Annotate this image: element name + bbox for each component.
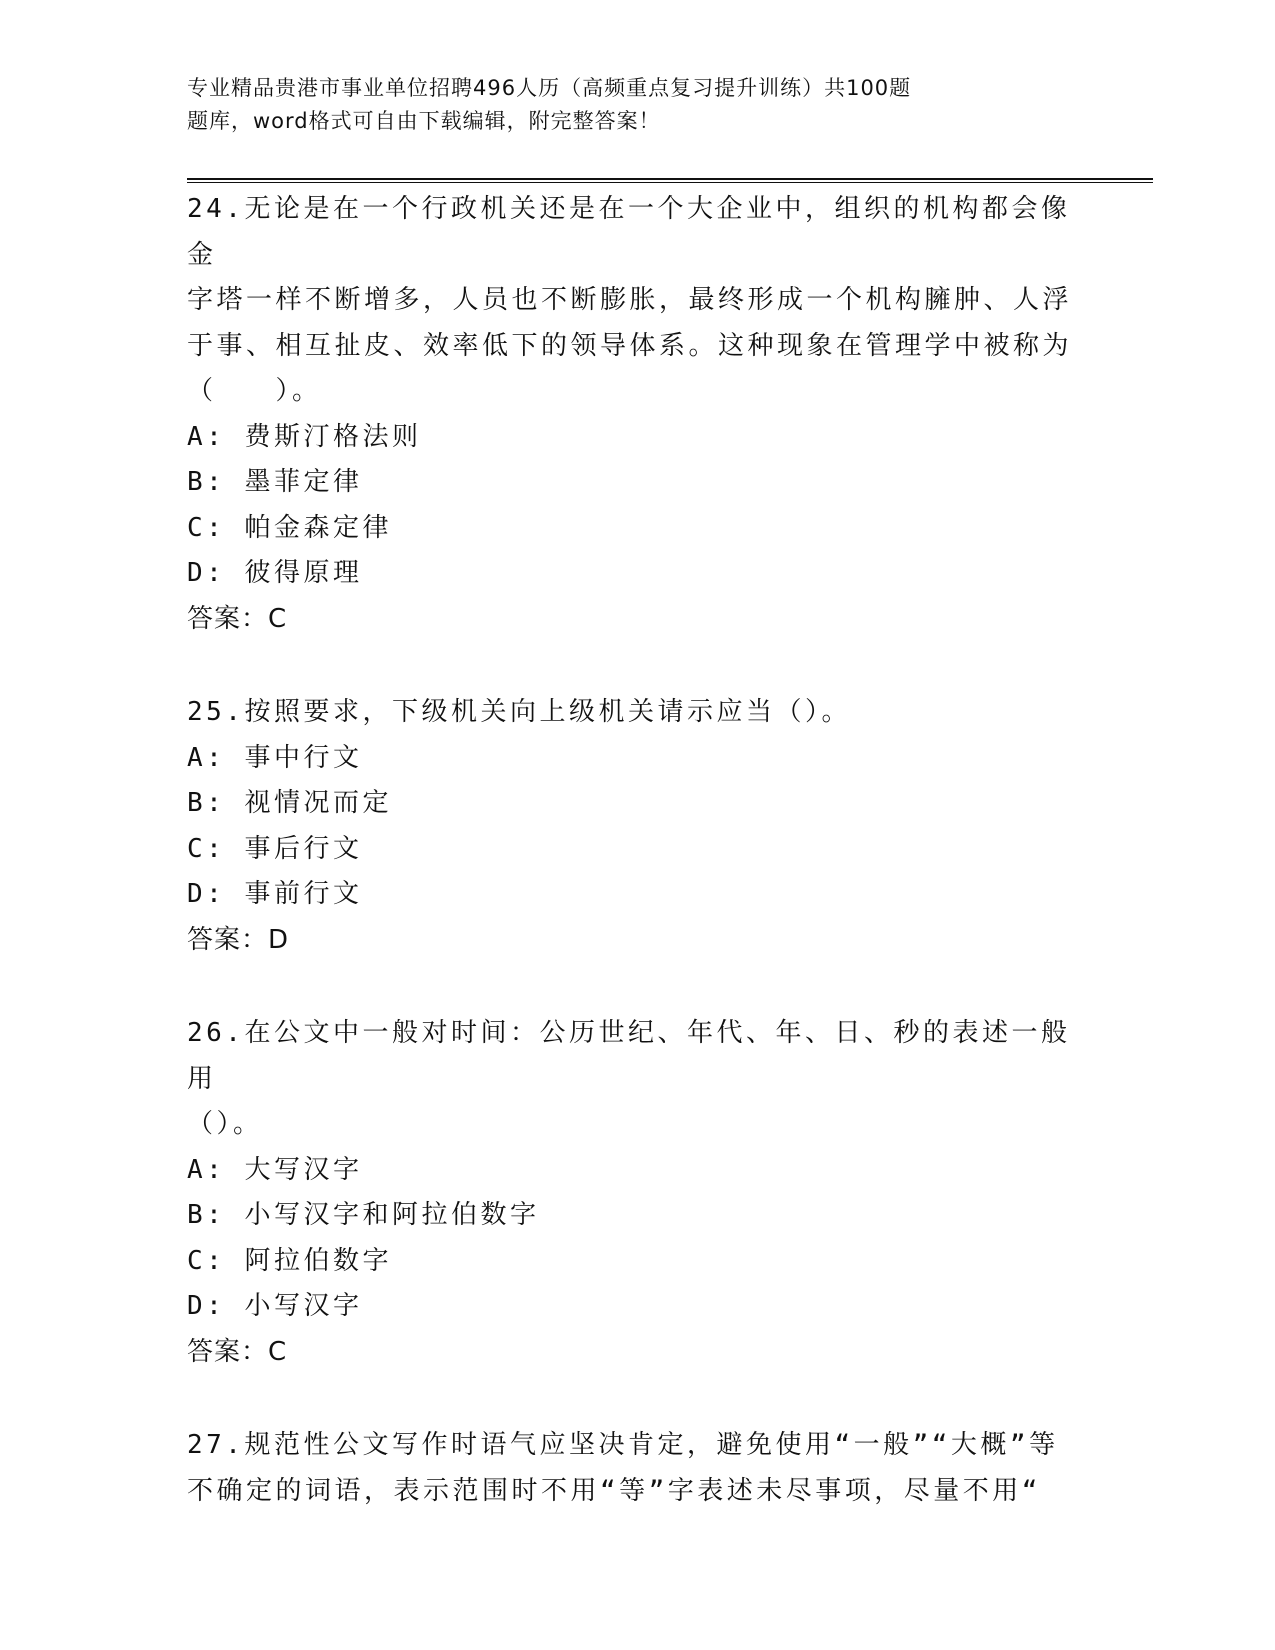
question-list <box>187 187 1087 1562</box>
question-text-line: （ ）。 <box>187 376 322 406</box>
question-text-line: 24.无论是在一个行政机关还是在一个大企业中，组织的机构都会像金 <box>187 194 1071 270</box>
question-text-line: 于事、相互扯皮、效率低下的领导体系。这种现象在管理学中被称为 <box>187 330 1073 361</box>
question-25 <box>187 690 1087 963</box>
option-b: B: 视情况而定 <box>187 788 392 818</box>
option-a: A: 大写汉字 <box>187 1154 363 1185</box>
header-line-2: 题库，word格式可自由下载编辑，附完整答案！ <box>187 109 661 133</box>
option-d: D: 小写汉字 <box>187 1291 363 1321</box>
page-header <box>187 72 1067 138</box>
option-c: C: 事后行文 <box>187 833 363 864</box>
question-text-line: 26.在公文中一般对时间：公历世纪、年代、年、日、秒的表述一般用 <box>187 1018 1071 1094</box>
option-d: D: 事前行文 <box>187 879 363 909</box>
answer-line: 答案：C <box>187 1336 288 1367</box>
header-divider <box>187 178 1153 183</box>
answer-line: 答案：C <box>187 603 288 634</box>
option-c: C: 帕金森定律 <box>187 512 392 543</box>
header-line-1: 专业精品贵港市事业单位招聘496人历（高频重点复习提升训练）共100题 <box>187 76 912 100</box>
option-b: B: 小写汉字和阿拉伯数字 <box>187 1200 540 1230</box>
question-text-line: 27.规范性公文写作时语气应坚决肯定，避免使用“一般”“大概”等 <box>187 1430 1059 1460</box>
question-26 <box>187 1011 1087 1375</box>
question-27 <box>187 1423 1087 1514</box>
option-d: D: 彼得原理 <box>187 558 363 588</box>
question-text-line: （）。 <box>187 1109 263 1139</box>
option-a: A: 费斯汀格法则 <box>187 421 422 452</box>
question-text-line: 字塔一样不断增多，人员也不断膨胀，最终形成一个机构臃肿、人浮 <box>187 285 1073 315</box>
option-a: A: 事中行文 <box>187 742 363 773</box>
question-text-line: 25.按照要求，下级机关向上级机关请示应当（）。 <box>187 697 851 727</box>
question-24 <box>187 187 1087 642</box>
option-c: C: 阿拉伯数字 <box>187 1245 392 1276</box>
answer-line: 答案：D <box>187 924 290 955</box>
option-b: B: 墨菲定律 <box>187 467 363 497</box>
question-text-line: 不确定的词语，表示范围时不用“等”字表述未尽事项，尽量不用“ <box>187 1475 1041 1506</box>
